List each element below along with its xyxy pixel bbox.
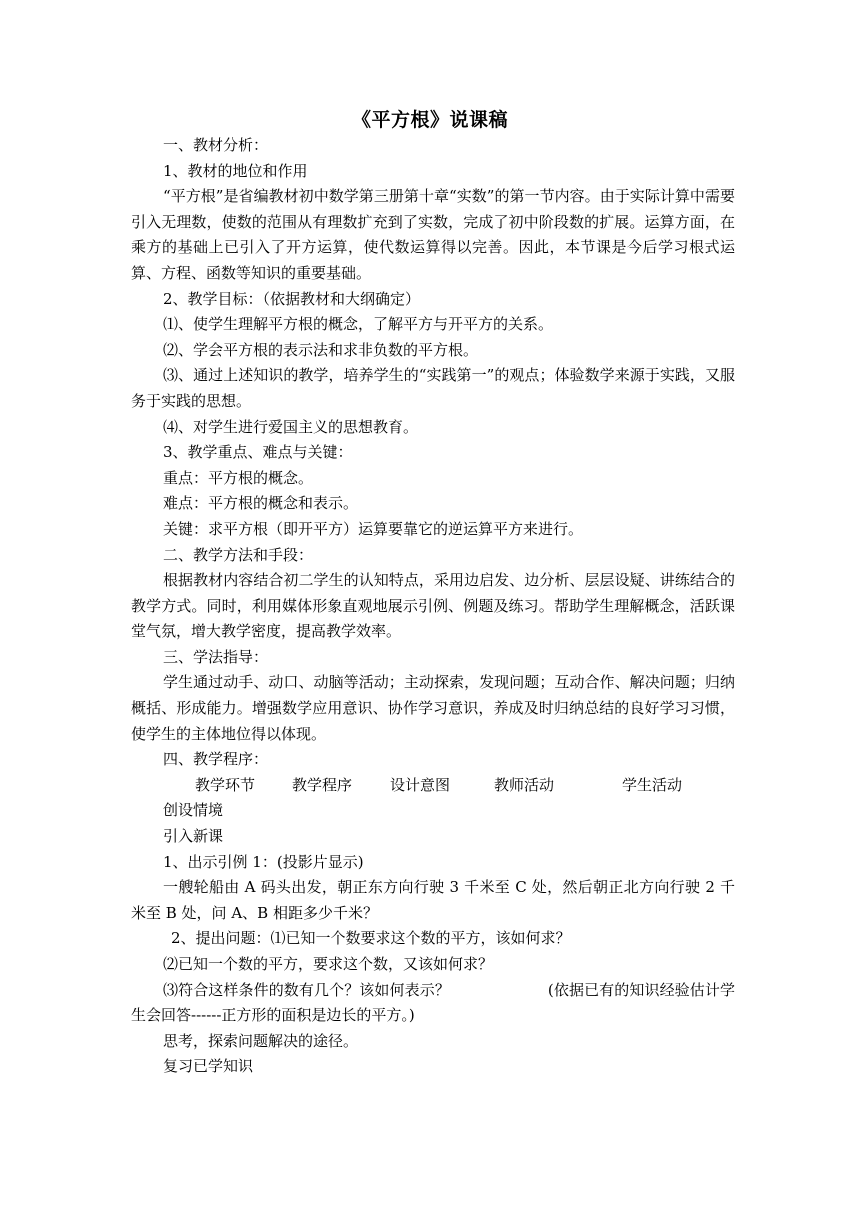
table-header-cell: 教师活动 (494, 775, 555, 794)
think-line: 思考，探索问题解决的途径。 (163, 1031, 359, 1050)
table-header-row (131, 773, 735, 799)
section-1-2-heading: 2、教学目标：（依据教材和大纲确定） (163, 289, 421, 308)
section-1-3-heading: 3、教学重点、难点与关键： (163, 443, 353, 462)
key-point: 重点：平方根的概念。 (163, 468, 314, 487)
document-body (131, 133, 735, 1080)
difficulty: 难点：平方根的概念和表示。 (163, 494, 359, 513)
question-intro: 2、提出问题：⑴已知一个数要求这个数的平方，该如何求？ (171, 929, 571, 948)
section-4-heading: 四、教学程序： (163, 750, 269, 769)
table-header-cell: 设计意图 (390, 775, 451, 794)
table-header-cell: 教学程序 (292, 775, 353, 794)
section-1-heading: 一、教材分析： (163, 136, 269, 154)
section-3-paragraph: 学生通过动手、动口、动脑等活动；主动探索，发现问题；互动合作、解决问题；归纳概括、形成能力。增强数学应用意识、协作学习意识，养成及时归纳总结的良好学习习惯，使学生的主体地位得以体现。 (131, 673, 735, 743)
section-2-paragraph: 根据教材内容结合初二学生的认知特点，采用边启发、边分析、层层设疑、讲练结合的教学方式。同时，利用媒体形象直观地展示引例、例题及练习。帮助学生理解概念，活跃课堂气氛，增大教学密度，提高教学效率。 (131, 571, 735, 641)
stage-2: 引入新课 (163, 827, 224, 846)
question-3-block (131, 978, 735, 1029)
section-2-heading: 二、教学方法和手段： (163, 545, 314, 564)
section-1-1-heading: 1、教材的地位和作用 (163, 161, 308, 180)
goal-1: ⑴、使学生理解平方根的概念，了解平方与开平方的关系。 (163, 315, 554, 334)
key: 关键：求平方根（即开平方）运算要靠它的逆运算平方来进行。 (163, 519, 584, 538)
question-3-note: (依据已有的知识经验估计学生会回答------正方形的面积是边长的平方。) (131, 980, 735, 1025)
goal-4: ⑷、对学生进行爱国主义的思想教育。 (163, 417, 419, 436)
review-line: 复习已学知识 (163, 1057, 254, 1076)
question-2: ⑵已知一个数的平方，要求这个数，又该如何求？ (163, 955, 494, 973)
goal-2: ⑵、学会平方根的表示法和求非负数的平方根。 (163, 340, 479, 359)
table-header-cell: 教学环节 (195, 775, 256, 794)
section-1-1-paragraph: “平方根”是省编教材初中数学第三册第十章“实数”的第一节内容。由于实际计算中需要引入无理数，使数的范围从有理数扩充到了实数，完成了初中阶段数的扩展。运算方面，在乘方的基础上已引入了开方运算，使代数运算得以完善。因此，本节课是今后学习根式运算、方程、函数等知识的重要基础。 (131, 187, 735, 282)
example-1-text: 一艘轮船由 A 码头出发，朝正东方向行驶 3 千米至 C 处，然后朝正北方向行驶 2 千米至 B 处，问 A、B 相距多少千米？ (131, 878, 735, 922)
goal-3: ⑶、通过上述知识的教学，培养学生的“实践第一”的观点；体验数学来源于实践，又服务于实践的思想。 (131, 366, 735, 410)
example-1-heading: 1、出示引例 1：(投影片显示) (163, 852, 364, 871)
page-title: 《平方根》说课稿 (351, 109, 508, 131)
question-3: ⑶符合这样条件的数有几个？该如何表示？ (163, 980, 450, 999)
table-header-cell: 学生活动 (622, 775, 683, 794)
stage-1: 创设情境 (163, 801, 224, 820)
section-3-heading: 三、学法指导： (163, 647, 269, 666)
